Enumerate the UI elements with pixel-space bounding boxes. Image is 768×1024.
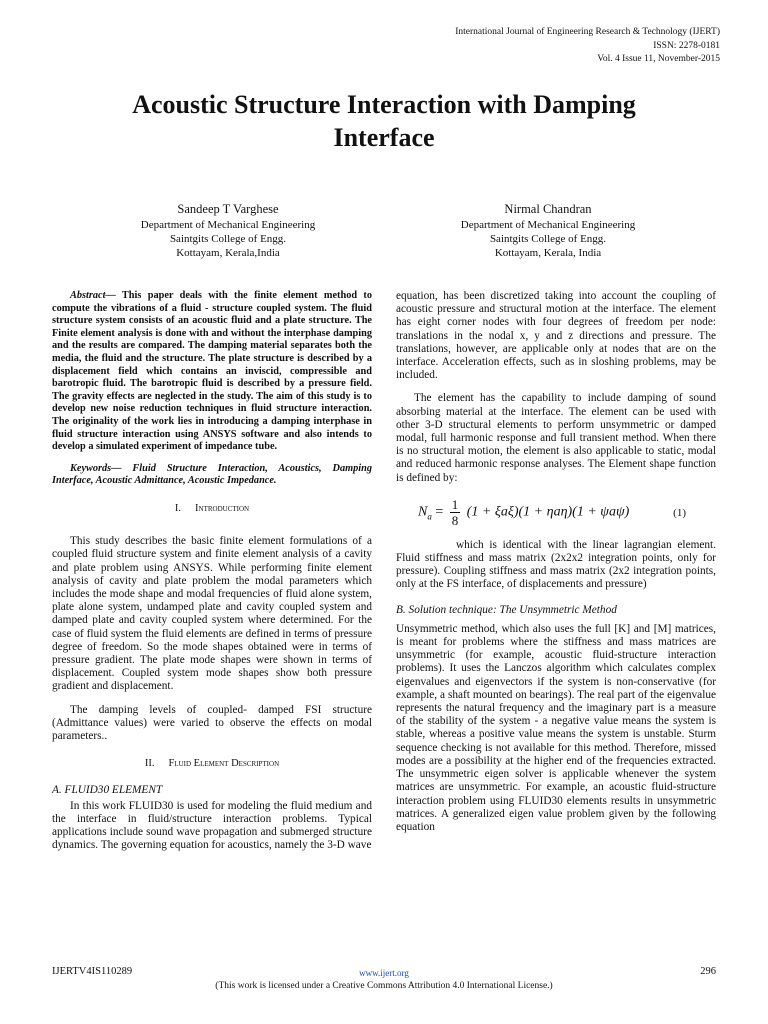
keywords <box>52 463 372 488</box>
author-college: Saintgits College of Engg. <box>489 233 607 246</box>
author-dept: Department of Mechanical Engineering <box>460 219 636 231</box>
journal-name: International Journal of Engineering Research & Technology (IJERT) <box>455 27 720 37</box>
equation-fraction <box>450 497 461 528</box>
equation-rhs: (1 + ξaξ)(1 + ηaη)(1 + ψaψ) <box>466 504 630 520</box>
section-heading-introduction <box>52 502 372 515</box>
section-title: Introduction <box>195 502 250 514</box>
author-block-1 <box>78 201 378 261</box>
section-heading-fluid-element <box>52 757 372 770</box>
paper-title-line-1: Acoustic Structure Interaction with Damping <box>132 90 636 119</box>
intro-paragraph-2: The damping levels of coupled- damped FSI structure (Admittance values) were varied to observe the effects on modal parameters.. <box>52 703 372 742</box>
right-column <box>396 290 716 834</box>
equation-1 <box>396 493 716 533</box>
section-numeral: II. <box>144 758 155 770</box>
fraction-numerator: 1 <box>451 496 459 512</box>
abstract-label: Abstract— <box>70 290 116 301</box>
footer-page-number: 296 <box>700 966 716 977</box>
equation-lhs: N <box>418 504 428 520</box>
author-block-2 <box>398 201 698 261</box>
fluid30-paragraph: In this work FLUID30 is used for modeling the fluid medium and the interface in fluid/structure interaction problems. Typical applications include sound wave propagation and submerged structure dynamics. The governing equation for acoustics, namely the 3-D wave <box>52 799 372 852</box>
right-paragraph-3: which is identical with the linear lagrangian element. Fluid stiffness and mass matrix (2x2x2 integration points, only for pressure). Coupling stiffness and mass matrix (2x2 integration points, only at the FS interface, of displacements and pressure) <box>396 538 716 591</box>
left-column <box>52 290 372 852</box>
keywords-label: Keywords— <box>70 462 122 474</box>
paper-title-line-2: Interface <box>333 123 435 152</box>
author-location: Kottayam, Kerala,India <box>176 247 280 260</box>
equation-lhs-sub: a <box>427 511 432 522</box>
subsection-heading-unsymmetric: B. Solution technique: The Unsymmetric Method <box>396 603 617 616</box>
author-location: Kottayam, Kerala, India <box>494 247 602 260</box>
footer-license: (This work is licensed under a Creative Commons Attribution 4.0 International License.) <box>215 981 553 991</box>
paper-title <box>40 88 728 154</box>
intro-paragraph-1: This study describes the basic finite element formulations of a coupled fluid structure system and finite element analysis of a cavity and plate problem using ANSYS. While performing finite element analysis of cavity and plate problem the modal parameters which includes the mode shape and modal frequencies of fluid alone system, plate alone system, undamped plate and cavity coupled system and damped plate and cavity coupled system where determined. For the case of fluid system the fluid elements are defined in terms of pressure degree of freedom. So the mode shapes obtained were in terms of pressure gradient. The plate mode shapes were shown in terms of displacement. Coupled system mode shapes show both pressure gradient and displacement. <box>52 535 372 693</box>
author-college: Saintgits College of Engg. <box>169 233 287 246</box>
author-name: Nirmal Chandran <box>504 202 592 216</box>
right-paragraph-1: equation, has been discretized taking into account the coupling of acoustic pressure and structural motion at the interface. The element has eight corner nodes with four degrees of freedom per node: translations in the nodal x, y and z directions and pressure. The translations, however, are applicable only at nodes that are on the interface. Acceleration effects, such as in sloshing problems, may be included. <box>396 290 716 382</box>
right-paragraph-2: The element has the capability to include damping of sound absorbing material at the interface. The element can be used with other 3-D structural elements to perform unsymmetric or damped modal, full harmonic response and full transient method. When there is no structural motion, the element is also applicable to static, modal and reduced harmonic response analyses. The Element shape function is defined by: <box>396 392 716 484</box>
author-name: Sandeep T Varghese <box>177 202 279 216</box>
subsection-heading-fluid30: A. FLUID30 ELEMENT <box>52 784 163 797</box>
keywords-text: Fluid Structure Interaction, Acoustics, Damping Interface, Acoustic Admittance, Acoustic Impedance. <box>52 462 372 487</box>
fraction-denominator: 8 <box>451 512 459 528</box>
journal-header <box>455 26 720 67</box>
journal-issn: ISSN: 2278-0181 <box>653 40 720 51</box>
journal-volume: Vol. 4 Issue 11, November-2015 <box>597 54 720 64</box>
author-dept: Department of Mechanical Engineering <box>140 219 316 231</box>
equation-body: $N_a$ = $\frac{1}{8}$ (1 + ξaξ)(1 + ηaη)(1 + ψaψ) <box>418 496 630 528</box>
abstract-text: This paper deals with the finite element method to compute the vibrations of a fluid - structure coupled system. The fluid structure system consists of an acoustic fluid and a plate structure. The Finite element analysis is done with and without the interphase damping and the results are compared. The damping material separates both the media, the fluid and the structure. The plate structure is described by a displacement field which contains an inviscid, compressible and barotropic fluid. The barotropic fluid is described by a pressure field. The gravity effects are neglected in the study. The aim of this study is to develop new noise reduction techniques in fluid structure interaction. The originality of the work lies in introducing a damping interphase in fluid structure interaction using ANSYS software and also intends to develop a simulated experiment of impedance tube. <box>52 290 372 453</box>
section-numeral: I. <box>174 502 182 514</box>
equation-number: (1) <box>673 506 686 519</box>
footer-site-link[interactable]: www.ijert.org <box>359 968 409 978</box>
right-paragraph-4: Unsymmetric method, which also uses the full [K] and [M] matrices, is meant for problems where the stiffness and mass matrices are unsymmetric (for example, acoustic fluid-structure interaction problems). It uses the Lanczos algorithm which calculates complex eigenvalues and eigenvectors if the system is non-conservative (for example, a shaft mounted on bearings). The real part of the eigenvalue represents the natural frequency and the imaginary part is a measure of the stability of the system - a negative value means the system is stable, whereas a positive value means the system is unstable. Sturm sequence checking is not available for this method. Therefore, missed modes are a possibility at the higher end of the frequencies extracted. The unsymmetric eigen solver is applicable whenever the system matrices are unsymmetric. For example, an acoustic fluid-structure interaction problem using FLUID30 elements results in unsymmetric matrices. A generalized eigen value problem given by the following equation <box>396 622 716 833</box>
section-title: Fluid Element Description <box>168 758 280 770</box>
abstract <box>52 290 372 454</box>
footer-paper-id: IJERTV4IS110289 <box>52 966 133 977</box>
